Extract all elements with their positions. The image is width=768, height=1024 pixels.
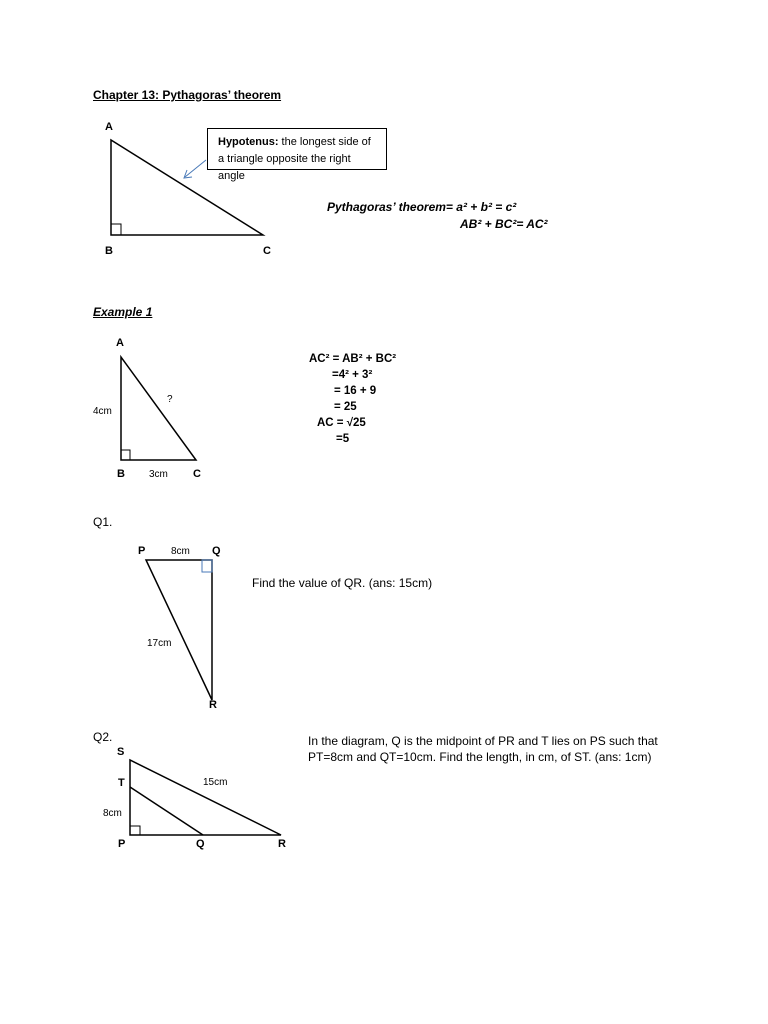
q2-segment-tq	[130, 787, 203, 835]
example1-side-ac: ?	[167, 394, 173, 405]
q2-triangle-psr	[130, 760, 281, 835]
q1-vertex-r: R	[209, 699, 217, 711]
intro-vertex-c: C	[263, 245, 271, 257]
example1-vertex-c: C	[193, 468, 201, 480]
q1-vertex-q: Q	[212, 545, 221, 557]
q1-vertex-p: P	[138, 545, 146, 557]
chapter-title: Chapter 13: Pythagoras’ theorem	[93, 88, 282, 102]
q2-question-line-2: PT=8cm and QT=10cm. Find the length, in cm, of ST. (ans: 1cm)	[308, 750, 652, 764]
q1-question: Find the value of QR. (ans: 15cm)	[252, 576, 433, 590]
q1-label: Q1.	[93, 515, 113, 529]
example1-step-6: =5	[336, 433, 350, 445]
q2-side-pt: 8cm	[103, 808, 122, 819]
example1-step-5: AC = √25	[317, 417, 366, 429]
example1-side-ab: 4cm	[93, 406, 112, 417]
q2-vertex-t: T	[118, 777, 125, 789]
q2-right-angle-marker	[130, 826, 140, 835]
theorem-line-2: AB² + BC²= AC²	[460, 217, 548, 231]
example1-side-bc: 3cm	[149, 469, 168, 480]
q2-label: Q2.	[93, 730, 113, 744]
q2-vertex-r: R	[278, 838, 286, 850]
example1-vertex-a: A	[116, 337, 124, 349]
example1-heading: Example 1	[93, 305, 153, 319]
q2-vertex-p: P	[118, 838, 126, 850]
q2-question-line-1: In the diagram, Q is the midpoint of PR and T lies on PS such that	[308, 734, 658, 748]
callout-term: Hypotenus:	[218, 136, 279, 148]
example1-step-4: = 25	[334, 401, 357, 413]
q2-side-sr: 15cm	[203, 777, 228, 788]
callout-text: the longest side of a triangle opposite the right angle	[218, 136, 371, 182]
example1-step-3: = 16 + 9	[334, 385, 377, 397]
intro-vertex-b: B	[105, 245, 113, 257]
example1-step-2: =4² + 3²	[332, 369, 373, 381]
theorem-line-1: Pythagoras’ theorem= a² + b² = c²	[327, 200, 517, 214]
q2-vertex-q: Q	[196, 838, 205, 850]
q1-side-pr: 17cm	[147, 638, 172, 649]
intro-vertex-a: A	[105, 121, 113, 133]
example1-vertex-b: B	[117, 468, 125, 480]
example1-step-1: AC² = AB² + BC²	[309, 353, 397, 365]
q1-side-pq: 8cm	[171, 546, 190, 557]
q2-vertex-s: S	[117, 746, 125, 758]
